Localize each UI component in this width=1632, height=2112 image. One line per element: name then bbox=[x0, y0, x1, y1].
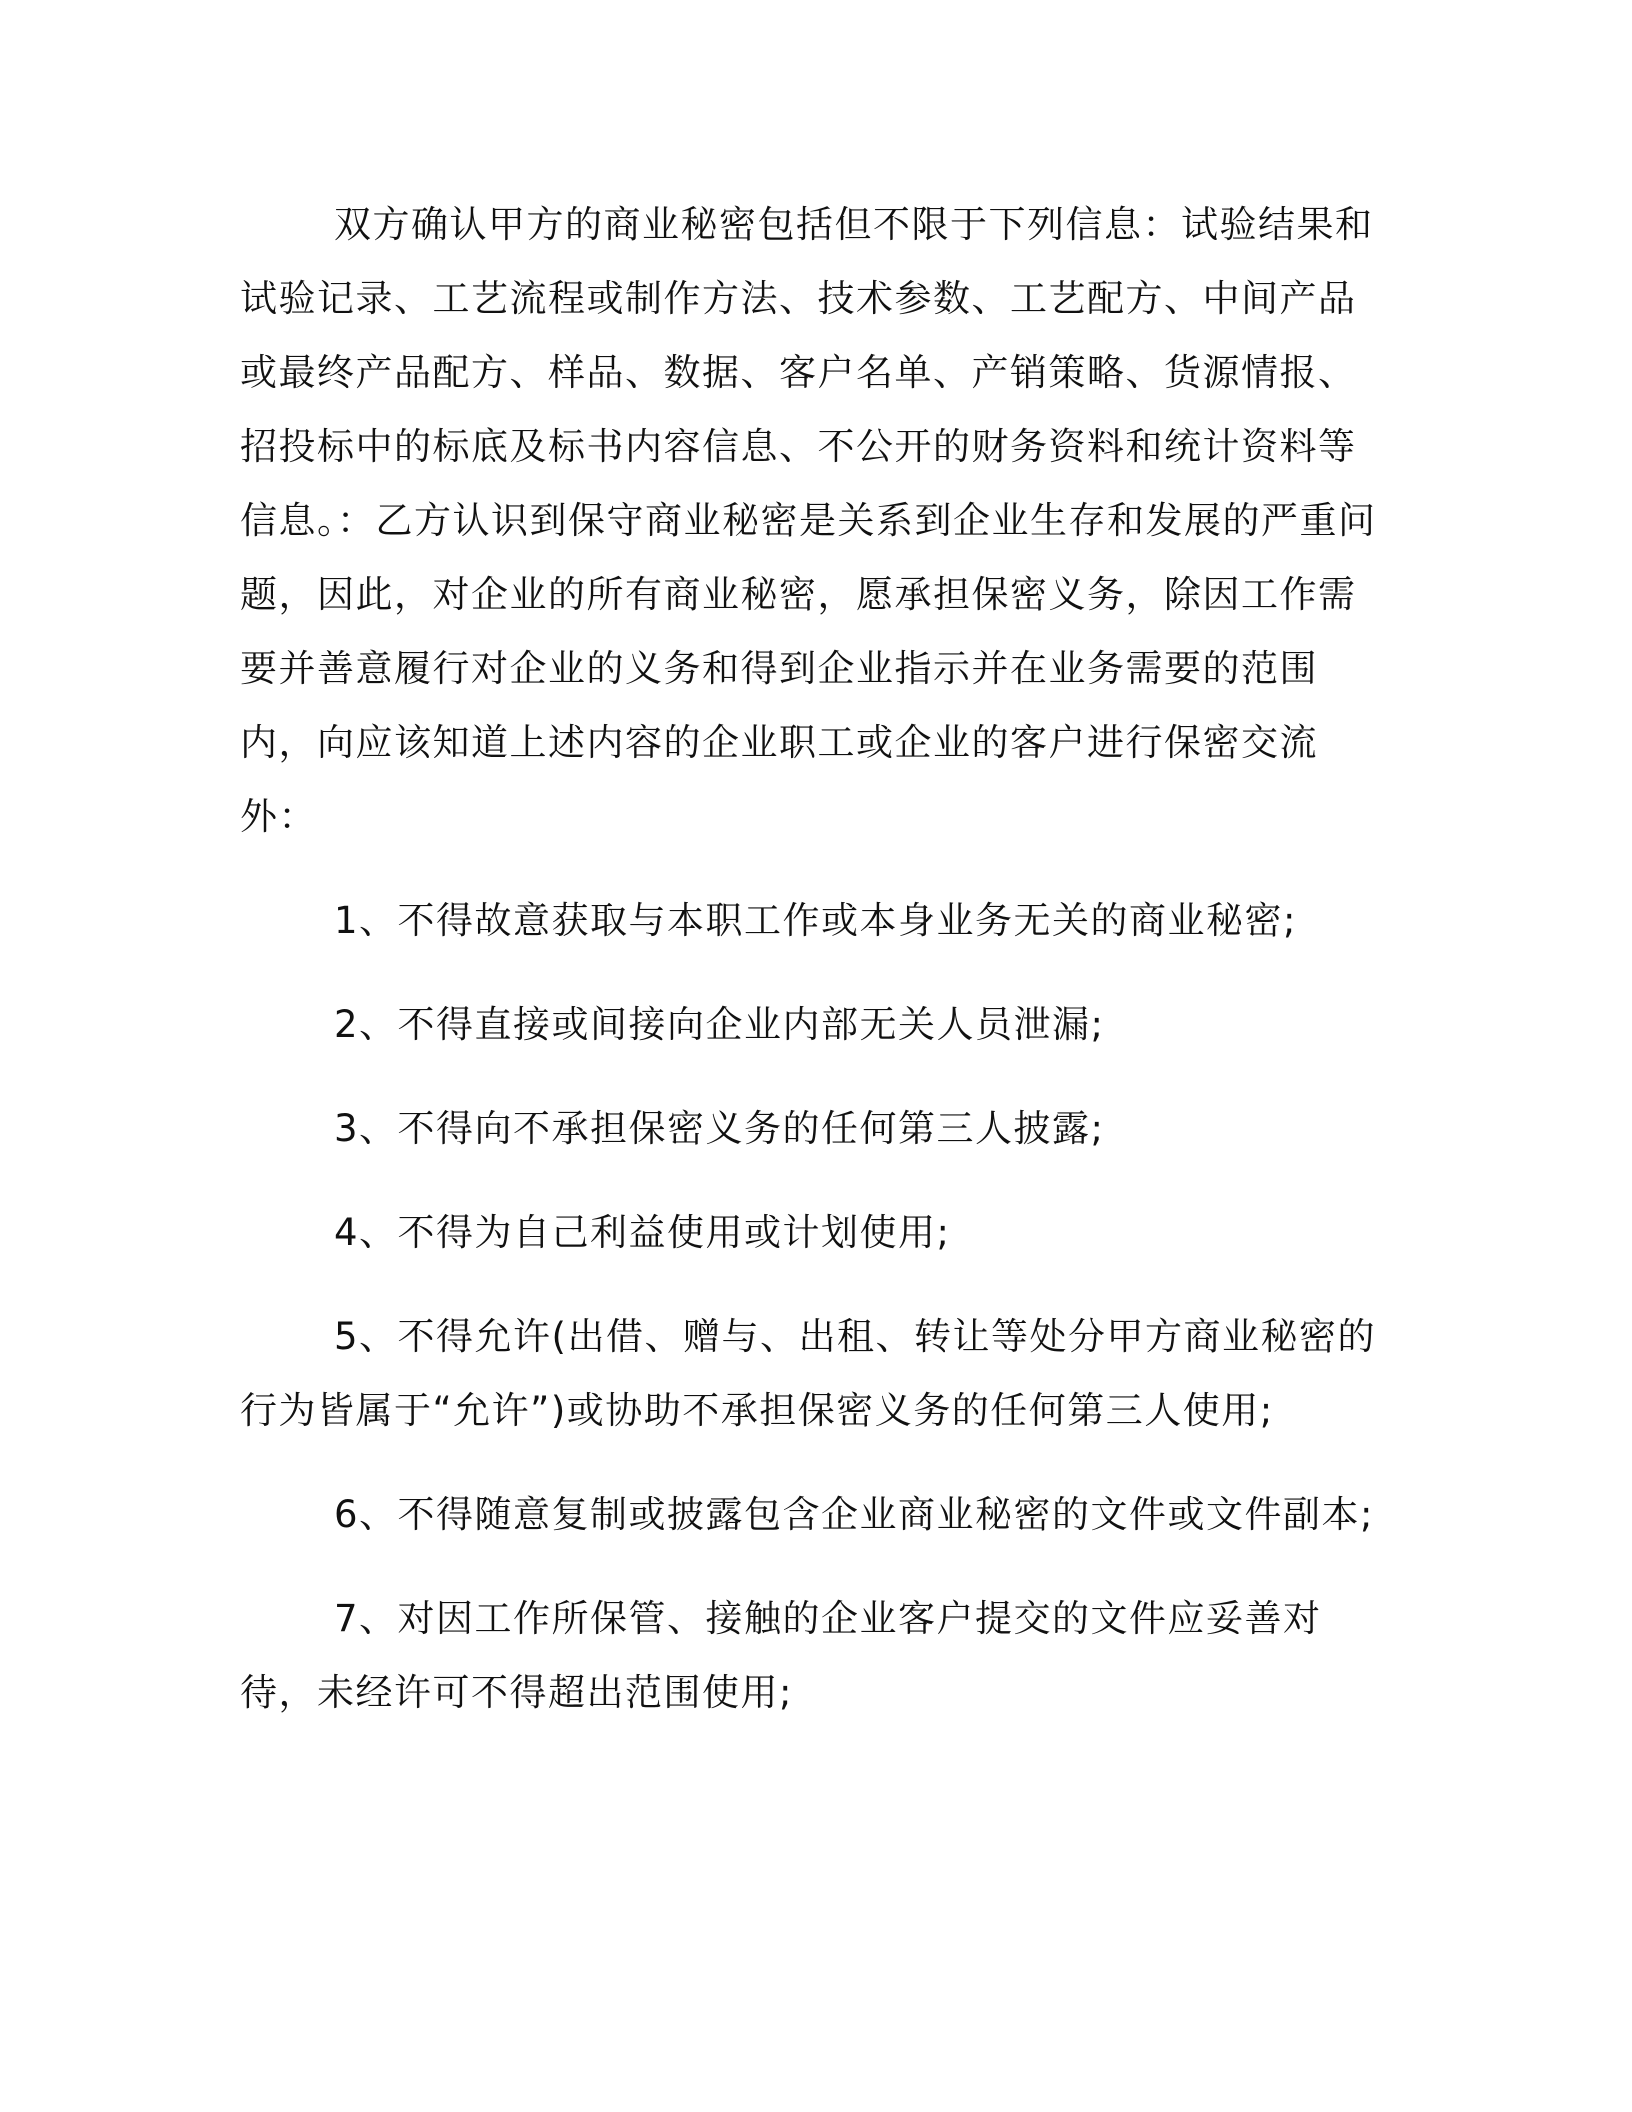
list-item-1: 1、不得故意获取与本职工作或本身业务无关的商业秘密; bbox=[334, 899, 1298, 942]
list-item-4: 4、不得为自己利益使用或计划使用; bbox=[334, 1211, 951, 1254]
document-body bbox=[240, 188, 1380, 1730]
list-item-2: 2、不得直接或间接向企业内部无关人员泄漏; bbox=[334, 1003, 1105, 1046]
list-item-6: 6、不得随意复制或披露包含企业商业秘密的文件或文件副本; bbox=[334, 1493, 1375, 1536]
list-item-5: 5、不得允许(出借、赠与、出租、转让等处分甲方商业秘密的行为皆属于“允许”)或协助不承担保密义务的任何第三人使用; bbox=[240, 1315, 1376, 1432]
intro-paragraph: 双方确认甲方的商业秘密包括但不限于下列信息：试验结果和试验记录、工艺流程或制作方法、技术参数、工艺配方、中间产品或最终产品配方、样品、数据、客户名单、产销策略、货源情报、招投标中的标底及标书内容信息、不公开的财务资料和统计资料等信息。：乙方认识到保守商业秘密是关系到企业生存和发展的严重问题，因此，对企业的所有商业秘密，愿承担保密义务，除因工作需要并善意履行对企业的义务和得到企业指示并在业务需要的范围内，向应该知道上述内容的企业职工或企业的客户进行保密交流外： bbox=[240, 203, 1377, 838]
list-item-7: 7、对因工作所保管、接触的企业客户提交的文件应妥善对待，未经许可不得超出范围使用; bbox=[240, 1597, 1322, 1714]
list-item-3: 3、不得向不承担保密义务的任何第三人披露; bbox=[334, 1107, 1105, 1150]
